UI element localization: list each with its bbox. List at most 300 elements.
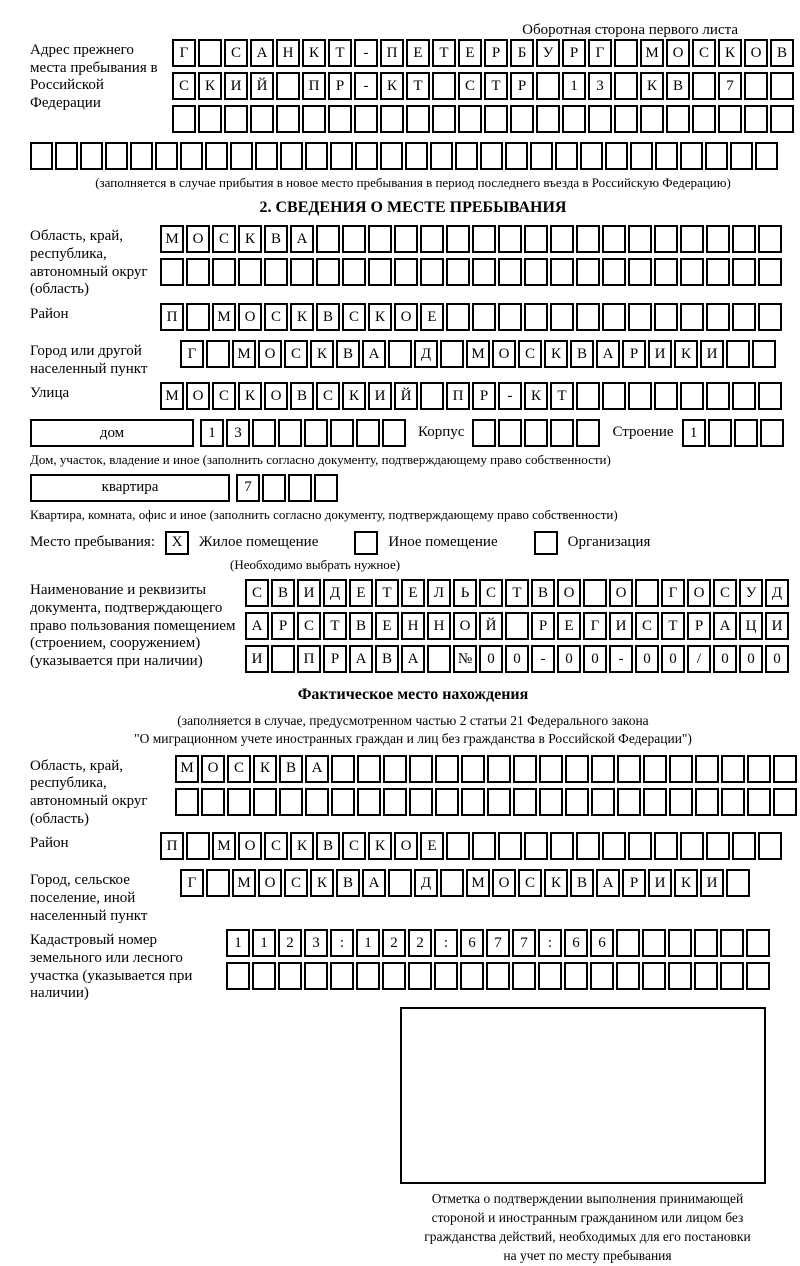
char-cell[interactable]: [440, 340, 464, 368]
char-cell[interactable]: [576, 258, 600, 286]
char-cell[interactable]: [368, 258, 392, 286]
char-cell[interactable]: [550, 225, 574, 253]
char-cell[interactable]: [155, 142, 178, 170]
char-cell[interactable]: С: [245, 579, 269, 607]
char-cell[interactable]: [357, 788, 381, 816]
char-cell[interactable]: [512, 962, 536, 990]
char-cell[interactable]: В: [290, 382, 314, 410]
char-cell[interactable]: 0: [635, 645, 659, 673]
char-cell[interactable]: 2: [278, 929, 302, 957]
char-cell[interactable]: Р: [328, 72, 352, 100]
char-cell[interactable]: [432, 105, 456, 133]
char-cell[interactable]: [405, 142, 428, 170]
char-cell[interactable]: [555, 142, 578, 170]
char-cell[interactable]: С: [342, 832, 366, 860]
char-cell[interactable]: 0: [661, 645, 685, 673]
char-cell[interactable]: [550, 419, 574, 447]
char-cell[interactable]: [480, 142, 503, 170]
char-cell[interactable]: С: [212, 382, 236, 410]
char-cell[interactable]: Н: [401, 612, 425, 640]
char-cell[interactable]: [487, 788, 511, 816]
char-cell[interactable]: [732, 303, 756, 331]
char-cell[interactable]: О: [666, 39, 690, 67]
char-cell[interactable]: [680, 832, 704, 860]
char-cell[interactable]: [160, 258, 184, 286]
char-cell[interactable]: [498, 258, 522, 286]
char-cell[interactable]: 1: [356, 929, 380, 957]
char-cell[interactable]: С: [224, 39, 248, 67]
char-cell[interactable]: М: [466, 869, 490, 897]
char-cell[interactable]: Е: [401, 579, 425, 607]
char-cell[interactable]: [668, 929, 692, 957]
char-cell[interactable]: [720, 962, 744, 990]
char-cell[interactable]: [706, 258, 730, 286]
char-cell[interactable]: [130, 142, 153, 170]
char-cell[interactable]: [186, 258, 210, 286]
char-cell[interactable]: П: [380, 39, 404, 67]
char-cell[interactable]: А: [362, 869, 386, 897]
char-cell[interactable]: [498, 419, 522, 447]
char-cell[interactable]: [744, 72, 768, 100]
char-cell[interactable]: П: [160, 832, 184, 860]
char-cell[interactable]: Р: [484, 39, 508, 67]
char-cell[interactable]: [230, 142, 253, 170]
char-cell[interactable]: Г: [180, 869, 204, 897]
char-cell[interactable]: С: [316, 382, 340, 410]
char-cell[interactable]: [588, 105, 612, 133]
char-cell[interactable]: Й: [479, 612, 503, 640]
char-cell[interactable]: [205, 142, 228, 170]
char-cell[interactable]: [252, 419, 276, 447]
char-cell[interactable]: [536, 105, 560, 133]
char-cell[interactable]: [186, 303, 210, 331]
char-cell[interactable]: [461, 755, 485, 783]
char-cell[interactable]: [680, 382, 704, 410]
char-cell[interactable]: 0: [557, 645, 581, 673]
char-cell[interactable]: С: [479, 579, 503, 607]
char-cell[interactable]: О: [264, 382, 288, 410]
char-cell[interactable]: Е: [420, 832, 444, 860]
char-cell[interactable]: В: [531, 579, 555, 607]
char-cell[interactable]: [458, 105, 482, 133]
char-cell[interactable]: [694, 962, 718, 990]
char-cell[interactable]: [427, 645, 451, 673]
char-cell[interactable]: [330, 142, 353, 170]
char-cell[interactable]: [732, 258, 756, 286]
char-cell[interactable]: [271, 645, 295, 673]
char-cell[interactable]: [565, 755, 589, 783]
char-cell[interactable]: 7: [718, 72, 742, 100]
char-cell[interactable]: [524, 225, 548, 253]
char-cell[interactable]: И: [297, 579, 321, 607]
char-cell[interactable]: С: [342, 303, 366, 331]
char-cell[interactable]: А: [362, 340, 386, 368]
char-cell[interactable]: К: [544, 869, 568, 897]
char-cell[interactable]: [732, 382, 756, 410]
char-cell[interactable]: С: [635, 612, 659, 640]
char-cell[interactable]: [539, 755, 563, 783]
char-cell[interactable]: О: [186, 225, 210, 253]
char-cell[interactable]: Й: [394, 382, 418, 410]
char-cell[interactable]: К: [640, 72, 664, 100]
char-cell[interactable]: [302, 105, 326, 133]
char-cell[interactable]: П: [446, 382, 470, 410]
char-cell[interactable]: [628, 832, 652, 860]
char-cell[interactable]: [446, 225, 470, 253]
char-cell[interactable]: 3: [304, 929, 328, 957]
char-cell[interactable]: [382, 962, 406, 990]
char-cell[interactable]: [172, 105, 196, 133]
char-cell[interactable]: В: [264, 225, 288, 253]
char-cell[interactable]: [617, 788, 641, 816]
char-cell[interactable]: [732, 225, 756, 253]
char-cell[interactable]: С: [713, 579, 737, 607]
char-cell[interactable]: [668, 962, 692, 990]
char-cell[interactable]: Д: [323, 579, 347, 607]
char-cell[interactable]: Д: [765, 579, 789, 607]
char-cell[interactable]: С: [264, 303, 288, 331]
char-cell[interactable]: С: [692, 39, 716, 67]
char-cell[interactable]: [487, 755, 511, 783]
char-cell[interactable]: Р: [687, 612, 711, 640]
char-cell[interactable]: С: [264, 832, 288, 860]
char-cell[interactable]: [591, 755, 615, 783]
char-cell[interactable]: [472, 832, 496, 860]
char-cell[interactable]: 2: [408, 929, 432, 957]
char-cell[interactable]: [614, 105, 638, 133]
char-cell[interactable]: [252, 962, 276, 990]
char-cell[interactable]: П: [297, 645, 321, 673]
char-cell[interactable]: [695, 755, 719, 783]
char-cell[interactable]: [524, 258, 548, 286]
char-cell[interactable]: [706, 382, 730, 410]
char-cell[interactable]: [721, 755, 745, 783]
char-cell[interactable]: [680, 225, 704, 253]
char-cell[interactable]: /: [687, 645, 711, 673]
char-cell[interactable]: [536, 72, 560, 100]
char-cell[interactable]: В: [570, 340, 594, 368]
char-cell[interactable]: И: [765, 612, 789, 640]
char-cell[interactable]: Р: [622, 340, 646, 368]
char-cell[interactable]: [758, 832, 782, 860]
char-cell[interactable]: [278, 962, 302, 990]
char-cell[interactable]: [640, 105, 664, 133]
char-cell[interactable]: Е: [458, 39, 482, 67]
char-cell[interactable]: О: [258, 340, 282, 368]
char-cell[interactable]: Т: [432, 39, 456, 67]
char-cell[interactable]: В: [770, 39, 794, 67]
char-cell[interactable]: [706, 225, 730, 253]
char-cell[interactable]: 3: [588, 72, 612, 100]
char-cell[interactable]: К: [368, 303, 392, 331]
char-cell[interactable]: 1: [252, 929, 276, 957]
char-cell[interactable]: [383, 788, 407, 816]
char-cell[interactable]: Н: [276, 39, 300, 67]
char-cell[interactable]: 1: [226, 929, 250, 957]
char-cell[interactable]: [708, 419, 732, 447]
char-cell[interactable]: А: [713, 612, 737, 640]
char-cell[interactable]: Ц: [739, 612, 763, 640]
char-cell[interactable]: [505, 612, 529, 640]
char-cell[interactable]: [250, 105, 274, 133]
char-cell[interactable]: [435, 755, 459, 783]
char-cell[interactable]: [435, 788, 459, 816]
char-cell[interactable]: П: [302, 72, 326, 100]
char-cell[interactable]: [654, 225, 678, 253]
char-cell[interactable]: О: [394, 303, 418, 331]
char-cell[interactable]: [304, 962, 328, 990]
char-cell[interactable]: М: [175, 755, 199, 783]
char-cell[interactable]: [680, 303, 704, 331]
char-cell[interactable]: К: [718, 39, 742, 67]
char-cell[interactable]: [524, 832, 548, 860]
char-cell[interactable]: [55, 142, 78, 170]
char-cell[interactable]: Р: [622, 869, 646, 897]
char-cell[interactable]: [316, 258, 340, 286]
char-cell[interactable]: К: [238, 225, 262, 253]
char-cell[interactable]: [472, 303, 496, 331]
char-cell[interactable]: [680, 258, 704, 286]
char-cell[interactable]: [692, 105, 716, 133]
char-cell[interactable]: 6: [564, 929, 588, 957]
char-cell[interactable]: [605, 142, 628, 170]
char-cell[interactable]: М: [232, 869, 256, 897]
char-cell[interactable]: О: [557, 579, 581, 607]
char-cell[interactable]: [198, 39, 222, 67]
char-cell[interactable]: -: [609, 645, 633, 673]
char-cell[interactable]: [590, 962, 614, 990]
char-cell[interactable]: 7: [512, 929, 536, 957]
char-cell[interactable]: В: [279, 755, 303, 783]
char-cell[interactable]: [770, 105, 794, 133]
char-cell[interactable]: [718, 105, 742, 133]
char-cell[interactable]: О: [238, 832, 262, 860]
char-cell[interactable]: [680, 142, 703, 170]
char-cell[interactable]: А: [349, 645, 373, 673]
char-cell[interactable]: [747, 755, 771, 783]
char-cell[interactable]: [550, 303, 574, 331]
char-cell[interactable]: [305, 788, 329, 816]
char-cell[interactable]: [654, 382, 678, 410]
char-cell[interactable]: [654, 258, 678, 286]
char-cell[interactable]: [538, 962, 562, 990]
char-cell[interactable]: К: [290, 303, 314, 331]
char-cell[interactable]: [744, 105, 768, 133]
char-cell[interactable]: Т: [323, 612, 347, 640]
char-cell[interactable]: С: [212, 225, 236, 253]
char-cell[interactable]: [206, 869, 230, 897]
char-cell[interactable]: [432, 72, 456, 100]
char-cell[interactable]: [642, 962, 666, 990]
char-cell[interactable]: С: [284, 340, 308, 368]
char-cell[interactable]: [280, 142, 303, 170]
char-cell[interactable]: [616, 962, 640, 990]
char-cell[interactable]: [409, 755, 433, 783]
char-cell[interactable]: Р: [510, 72, 534, 100]
char-cell[interactable]: И: [648, 869, 672, 897]
char-cell[interactable]: [498, 225, 522, 253]
char-cell[interactable]: [602, 832, 626, 860]
char-cell[interactable]: О: [201, 755, 225, 783]
char-cell[interactable]: -: [498, 382, 522, 410]
char-cell[interactable]: [617, 755, 641, 783]
char-cell[interactable]: [305, 142, 328, 170]
char-cell[interactable]: [342, 225, 366, 253]
char-cell[interactable]: [614, 39, 638, 67]
char-cell[interactable]: 6: [460, 929, 484, 957]
char-cell[interactable]: [773, 755, 797, 783]
char-cell[interactable]: 0: [739, 645, 763, 673]
char-cell[interactable]: [530, 142, 553, 170]
char-cell[interactable]: [576, 419, 600, 447]
char-cell[interactable]: К: [302, 39, 326, 67]
char-cell[interactable]: [175, 788, 199, 816]
char-cell[interactable]: Л: [427, 579, 451, 607]
char-cell[interactable]: 7: [486, 929, 510, 957]
char-cell[interactable]: [706, 832, 730, 860]
char-cell[interactable]: С: [518, 869, 542, 897]
char-cell[interactable]: [206, 340, 230, 368]
char-cell[interactable]: [255, 142, 278, 170]
char-cell[interactable]: [388, 340, 412, 368]
char-cell[interactable]: К: [342, 382, 366, 410]
char-cell[interactable]: [747, 788, 771, 816]
char-cell[interactable]: [484, 105, 508, 133]
char-cell[interactable]: [316, 225, 340, 253]
char-cell[interactable]: [434, 962, 458, 990]
char-cell[interactable]: [331, 788, 355, 816]
char-cell[interactable]: А: [250, 39, 274, 67]
char-cell[interactable]: Е: [406, 39, 430, 67]
char-cell[interactable]: [524, 303, 548, 331]
char-cell[interactable]: [288, 474, 312, 502]
char-cell[interactable]: [614, 72, 638, 100]
char-cell[interactable]: [180, 142, 203, 170]
char-cell[interactable]: [498, 303, 522, 331]
char-cell[interactable]: И: [700, 869, 724, 897]
char-cell[interactable]: [212, 258, 236, 286]
char-cell[interactable]: 7: [236, 474, 260, 502]
char-cell[interactable]: :: [330, 929, 354, 957]
char-cell[interactable]: [746, 929, 770, 957]
char-cell[interactable]: Г: [172, 39, 196, 67]
char-cell[interactable]: [564, 962, 588, 990]
char-cell[interactable]: Т: [505, 579, 529, 607]
char-cell[interactable]: [602, 225, 626, 253]
char-cell[interactable]: [726, 869, 750, 897]
char-cell[interactable]: Г: [583, 612, 607, 640]
char-cell[interactable]: -: [531, 645, 555, 673]
char-cell[interactable]: В: [349, 612, 373, 640]
char-cell[interactable]: [356, 962, 380, 990]
char-cell[interactable]: [692, 72, 716, 100]
char-cell[interactable]: А: [290, 225, 314, 253]
char-cell[interactable]: [550, 258, 574, 286]
char-cell[interactable]: [314, 474, 338, 502]
char-cell[interactable]: [654, 832, 678, 860]
char-cell[interactable]: [224, 105, 248, 133]
char-cell[interactable]: [342, 258, 366, 286]
char-cell[interactable]: К: [310, 340, 334, 368]
char-cell[interactable]: Д: [414, 869, 438, 897]
char-cell[interactable]: [227, 788, 251, 816]
char-cell[interactable]: [472, 225, 496, 253]
char-cell[interactable]: [446, 258, 470, 286]
char-cell[interactable]: [201, 788, 225, 816]
char-cell[interactable]: [394, 258, 418, 286]
char-cell[interactable]: У: [739, 579, 763, 607]
char-cell[interactable]: 3: [226, 419, 250, 447]
char-cell[interactable]: [760, 419, 784, 447]
char-cell[interactable]: К: [290, 832, 314, 860]
char-cell[interactable]: [591, 788, 615, 816]
char-cell[interactable]: 0: [713, 645, 737, 673]
char-cell[interactable]: [734, 419, 758, 447]
char-cell[interactable]: О: [238, 303, 262, 331]
char-cell[interactable]: [186, 832, 210, 860]
char-cell[interactable]: М: [466, 340, 490, 368]
char-cell[interactable]: [576, 382, 600, 410]
char-cell[interactable]: [409, 788, 433, 816]
char-cell[interactable]: А: [596, 869, 620, 897]
char-cell[interactable]: [773, 788, 797, 816]
char-cell[interactable]: [105, 142, 128, 170]
char-cell[interactable]: М: [232, 340, 256, 368]
char-cell[interactable]: [357, 755, 381, 783]
char-cell[interactable]: В: [316, 832, 340, 860]
char-cell[interactable]: Т: [375, 579, 399, 607]
char-cell[interactable]: [472, 419, 496, 447]
char-cell[interactable]: [695, 788, 719, 816]
char-cell[interactable]: К: [238, 382, 262, 410]
char-cell[interactable]: [770, 72, 794, 100]
char-cell[interactable]: [383, 755, 407, 783]
char-cell[interactable]: [276, 72, 300, 100]
char-cell[interactable]: [758, 258, 782, 286]
char-cell[interactable]: И: [368, 382, 392, 410]
char-cell[interactable]: Т: [661, 612, 685, 640]
char-cell[interactable]: [576, 225, 600, 253]
char-cell[interactable]: [730, 142, 753, 170]
char-cell[interactable]: К: [253, 755, 277, 783]
checkbox-organizatsiya[interactable]: [534, 531, 558, 555]
char-cell[interactable]: Т: [550, 382, 574, 410]
char-cell[interactable]: [628, 303, 652, 331]
char-cell[interactable]: [356, 419, 380, 447]
char-cell[interactable]: И: [700, 340, 724, 368]
char-cell[interactable]: О: [258, 869, 282, 897]
char-cell[interactable]: [635, 579, 659, 607]
char-cell[interactable]: [630, 142, 653, 170]
char-cell[interactable]: [669, 755, 693, 783]
char-cell[interactable]: О: [394, 832, 418, 860]
char-cell[interactable]: [654, 303, 678, 331]
char-cell[interactable]: 0: [583, 645, 607, 673]
char-cell[interactable]: [628, 382, 652, 410]
char-cell[interactable]: О: [744, 39, 768, 67]
char-cell[interactable]: [524, 419, 548, 447]
char-cell[interactable]: В: [271, 579, 295, 607]
char-cell[interactable]: [576, 832, 600, 860]
char-cell[interactable]: Е: [420, 303, 444, 331]
char-cell[interactable]: [330, 962, 354, 990]
char-cell[interactable]: В: [375, 645, 399, 673]
char-cell[interactable]: [304, 419, 328, 447]
char-cell[interactable]: Е: [557, 612, 581, 640]
char-cell[interactable]: О: [687, 579, 711, 607]
char-cell[interactable]: [576, 303, 600, 331]
char-cell[interactable]: [331, 755, 355, 783]
